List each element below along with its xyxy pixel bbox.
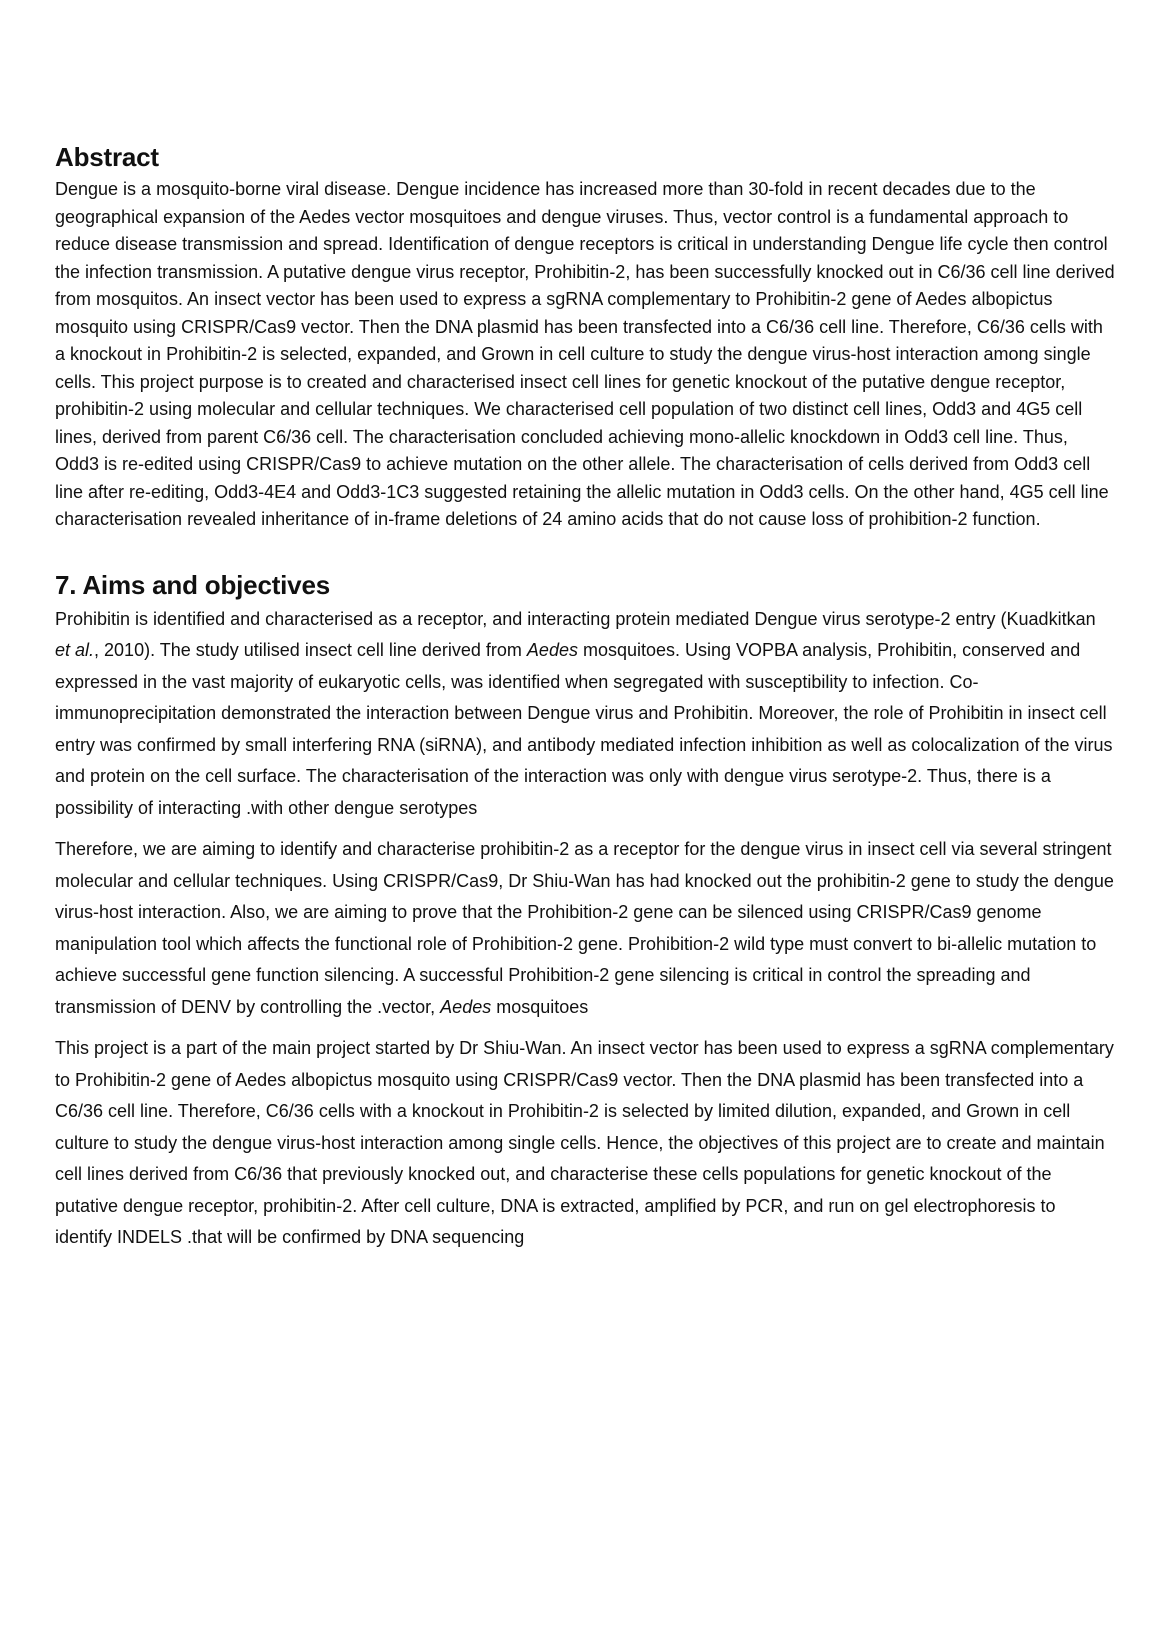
abstract-heading: Abstract: [55, 142, 159, 172]
aims-paragraph-1: [55, 604, 1115, 825]
text-run: mosquitoes. Using VOPBA analysis, Prohibitin, conserved and expressed in the vast majority of eukaryotic cells, was identified when segregated with susceptibility to infection. Co-immunoprecipitation demonstrated the interaction between Dengue virus and Prohibitin. Moreover, the role of Prohibitin in insect cell entry was confirmed by small interfering RNA (siRNA), and antibody mediated infection inhibition as well as colocalization of the virus and protein on the cell surface. The characterisation of the interaction was only with dengue virus serotype-2. Thus, there is a possibility of interacting .with other dengue serotypes: [55, 640, 1113, 818]
abstract-paragraph: Dengue is a mosquito-borne viral disease. Dengue incidence has increased more than 30-fold in recent decades due to the geographical expansion of the Aedes vector mosquitoes and dengue viruses. Thus, vector control is a fundamental approach to reduce disease transmission and spread. Identification of dengue receptors is critical in understanding Dengue life cycle then control the infection transmission. A putative dengue virus receptor, Prohibitin-2, has been successfully knocked out in C6/36 cell line derived from mosquitos. An insect vector has been used to express a sgRNA complementary to Prohibitin-2 gene of Aedes albopictus mosquito using CRISPR/Cas9 vector. Then the DNA plasmid has been transfected into a C6/36 cell line. Therefore, C6/36 cells with a knockout in Prohibitin-2 is selected, expanded, and Grown in cell culture to study the dengue virus-host interaction among single cells. This project purpose is to created and characterised insect cell lines for genetic knockout of the putative dengue receptor, prohibitin-2 using molecular and cellular techniques. We characterised cell population of two distinct cell lines, Odd3 and 4G5 cell lines, derived from parent C6/36 cell. The characterisation concluded achieving mono-allelic knockdown in Odd3 cell line. Thus, Odd3 is re-edited using CRISPR/Cas9 to achieve mutation on the other allele. The characterisation of cells derived from Odd3 cell line after re-editing, Odd3-4E4 and Odd3-1C3 suggested retaining the allelic mutation in Odd3 cells. On the other hand, 4G5 cell line characterisation revealed inheritance of in-frame deletions of 24 amino acids that do not cause loss of prohibition-2 function.: [55, 179, 1115, 529]
document-page: [55, 140, 1115, 1254]
aims-heading: 7. Aims and objectives: [55, 569, 330, 600]
italic-text: Aedes: [440, 996, 492, 1017]
abstract-section: [55, 140, 1115, 534]
aims-paragraph-2: [55, 834, 1115, 1023]
aims-section: [55, 568, 1115, 1254]
italic-text: et al.: [55, 640, 95, 660]
italic-text: Aedes: [526, 640, 578, 660]
text-run: , 2010). The study utilised insect cell line derived from: [94, 640, 527, 660]
aims-paragraph-3: This project is a part of the main project started by Dr Shiu-Wan. An insect vector has been used to express a sgRNA complementary to Prohibitin-2 gene of Aedes albopictus mosquito using CRISPR/Cas9 vector. Then the DNA plasmid has been transfected into a C6/36 cell line. Therefore, C6/36 cells with a knockout in Prohibitin-2 is selected by limited dilution, expanded, and Grown in cell culture to study the dengue virus-host interaction among single cells. Hence, the objectives of this project are to create and maintain cell lines derived from C6/36 that previously knocked out, and characterise these cells populations for genetic knockout of the putative dengue receptor, prohibitin-2. After cell culture, DNA is extracted, amplified by PCR, and run on gel electrophoresis to identify INDELS .that will be confirmed by DNA sequencing: [55, 1038, 1114, 1247]
text-run: mosquitoes: [491, 996, 589, 1017]
text-run: Prohibitin is identified and characterised as a receptor, and interacting protein mediated Dengue virus serotype-2 entry (Kuadkitkan: [55, 608, 1096, 629]
text-run: Therefore, we are aiming to identify and characterise prohibitin-2 as a receptor for the dengue virus in insect cell via several stringent molecular and cellular techniques. Using CRISPR/Cas9, Dr Shiu-Wan has had knocked out the prohibitin-2 gene to study the dengue virus-host interaction. Also, we are aiming to prove that the Prohibition-2 gene can be silenced using CRISPR/Cas9 genome manipulation tool which affects the functional role of Prohibition-2 gene. Prohibition-2 wild type must convert to bi-allelic mutation to achieve successful gene function silencing. A successful Prohibition-2 gene silencing is critical in control the spreading and transmission of DENV by controlling the .vector,: [55, 839, 1114, 1017]
